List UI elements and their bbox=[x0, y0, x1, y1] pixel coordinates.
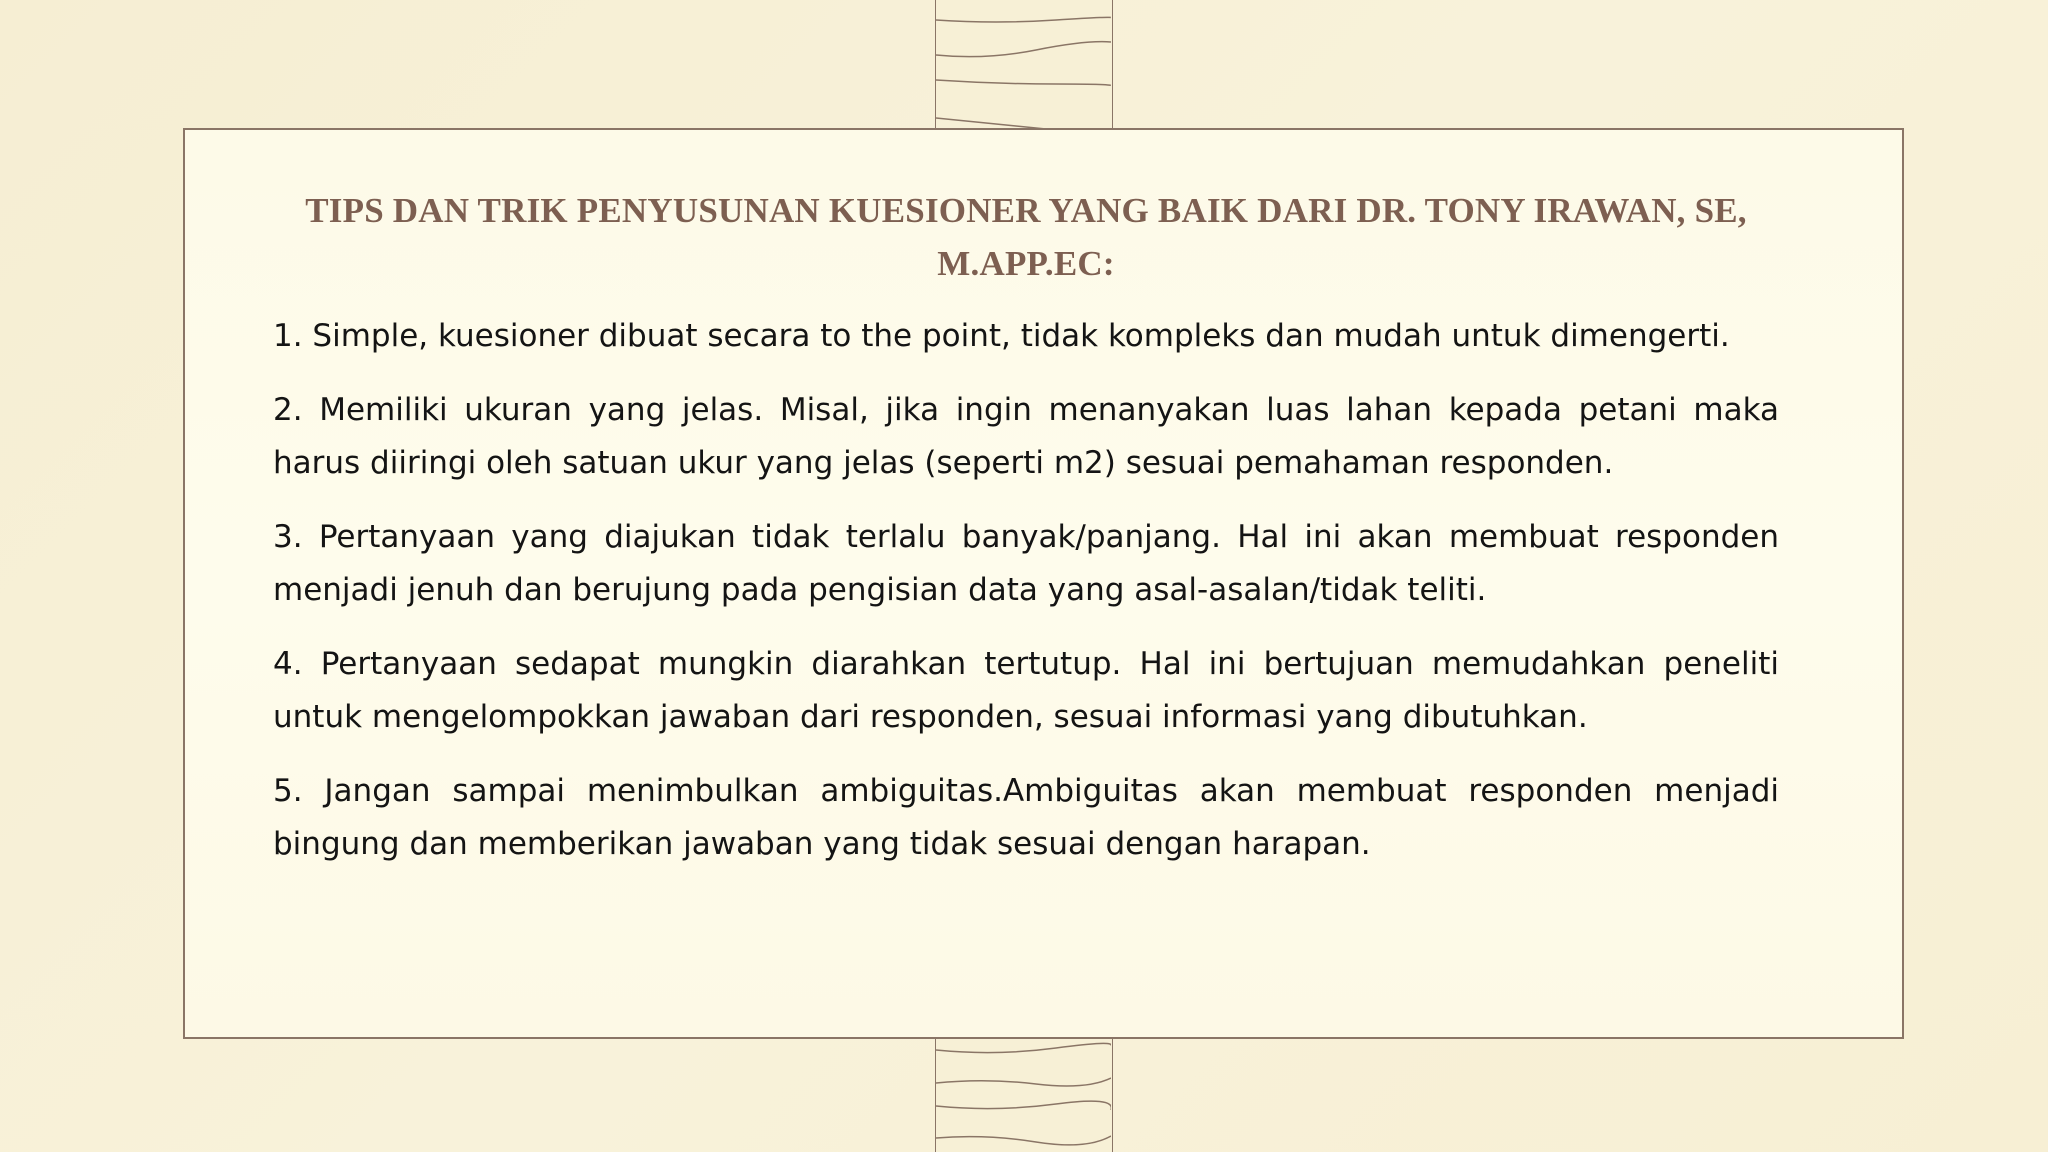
content-card bbox=[183, 128, 1904, 1039]
wavy-lines-bottom bbox=[936, 1038, 1111, 1152]
tip-item-1: 1. Simple, kuesioner dibuat secara to the point, tidak kompleks dan mudah untuk dimengerti. bbox=[273, 318, 1730, 354]
tip-item-4: 4. Pertanyaan sedapat mungkin diarahkan tertutup. Hal ini bertujuan memudahkan peneliti untuk mengelompokkan jawaban dari responden, sesuai informasi yang dibutuhkan. bbox=[273, 646, 1779, 735]
decorative-strip-bottom bbox=[935, 1038, 1113, 1152]
slide-title: TIPS DAN TRIK PENYUSUNAN KUESIONER YANG BAIK DARI DR. TONY IRAWAN, SE, M.APP.EC: bbox=[305, 191, 1747, 283]
tip-item-5: 5. Jangan sampai menimbulkan ambiguitas.Ambiguitas akan membuat responden menjadi bingung dan memberikan jawaban yang tidak sesuai dengan harapan. bbox=[273, 773, 1779, 862]
decorative-strip-top bbox=[935, 0, 1113, 130]
wavy-lines-top bbox=[936, 0, 1111, 130]
tip-item-2: 2. Memiliki ukuran yang jelas. Misal, jika ingin menanyakan luas lahan kepada petani maka harus diiringi oleh satuan ukur yang jelas (seperti m2) sesuai pemahaman responden. bbox=[273, 392, 1779, 481]
tip-item-3: 3. Pertanyaan yang diajukan tidak terlalu banyak/panjang. Hal ini akan membuat responden menjadi jenuh dan berujung pada pengisian data yang asal-asalan/tidak teliti. bbox=[273, 519, 1779, 608]
tips-list bbox=[273, 310, 1779, 892]
